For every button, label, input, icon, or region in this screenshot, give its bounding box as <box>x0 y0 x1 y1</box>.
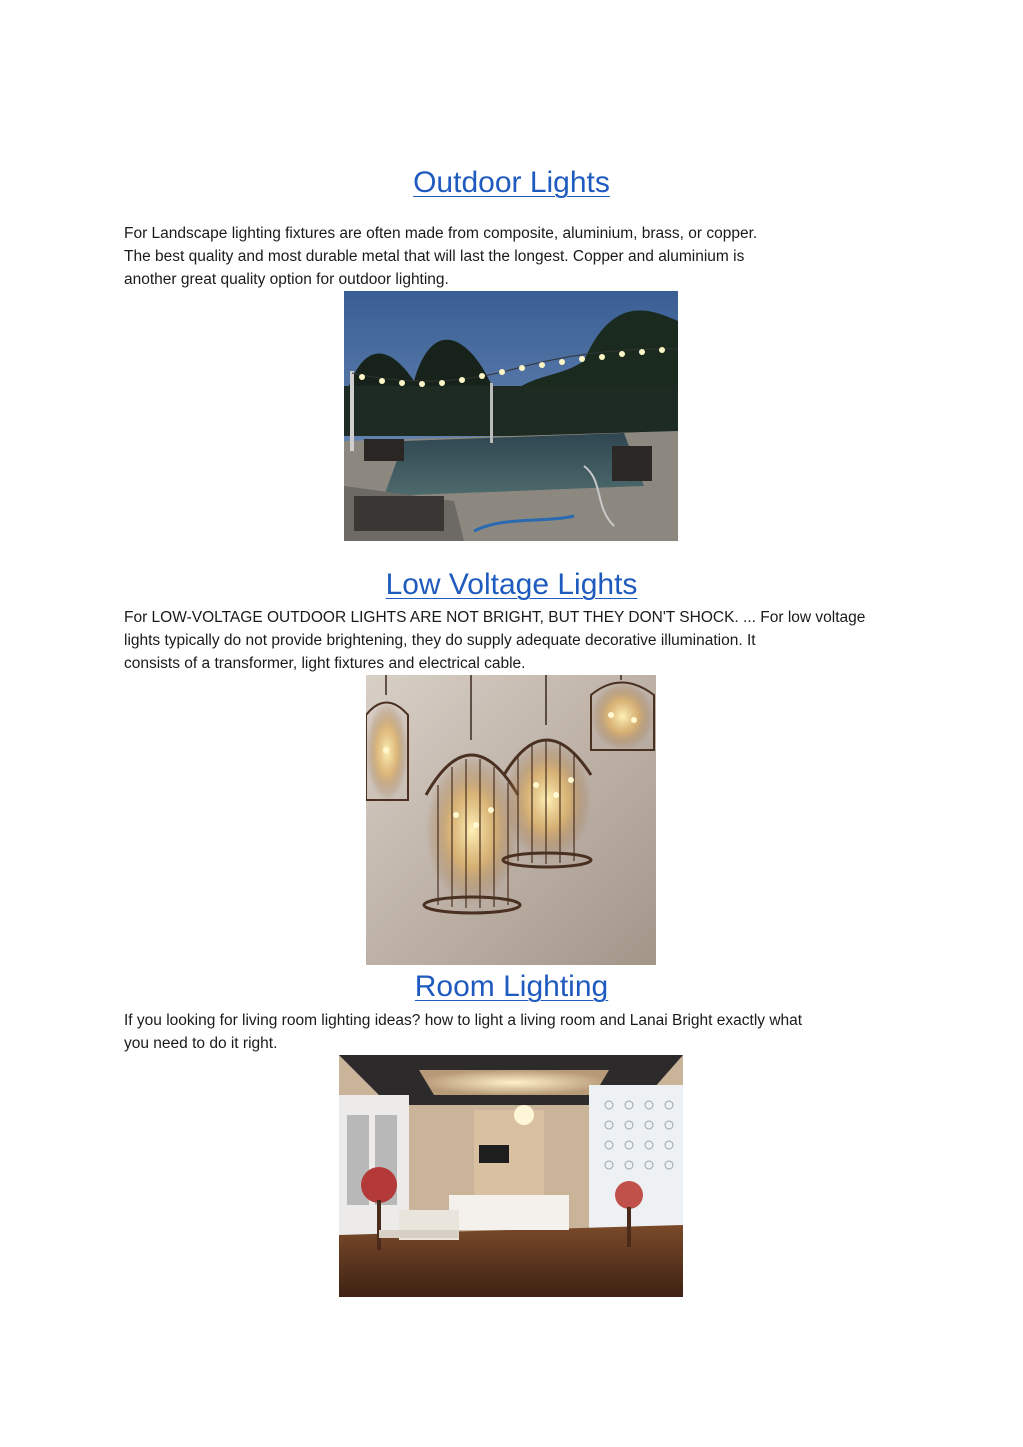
text-line: If you looking for living room lighting ideas? how to light a living room and Lanai Bright exactly what <box>124 1012 803 1029</box>
text-line: another great quality option for outdoor lighting. <box>124 271 449 288</box>
text-line: consists of a transformer, light fixtures and electrical cable. <box>124 655 526 672</box>
outdoor-lights-text <box>124 222 899 291</box>
text-line: you need to do it right. <box>124 1035 278 1052</box>
text-line: The best quality and most durable metal that will last the longest. Copper and aluminium is <box>124 248 745 265</box>
outdoor-pool-string-lights-photo <box>344 291 678 541</box>
living-room-lighting-photo <box>339 1055 683 1297</box>
birdcage-chandelier-photo <box>366 675 656 965</box>
outdoor-lights-heading[interactable]: Outdoor Lights <box>413 166 610 199</box>
room-lighting-text <box>124 1009 899 1055</box>
low-voltage-lights-text <box>124 606 899 675</box>
low-voltage-lights-heading[interactable]: Low Voltage Lights <box>385 568 638 601</box>
text-line: lights typically do not provide brightening, they do supply adequate decorative illumination. It <box>124 632 756 649</box>
text-line: For Landscape lighting fixtures are often made from composite, aluminium, brass, or copper. <box>124 225 758 242</box>
room-lighting-heading[interactable]: Room Lighting <box>414 970 609 1003</box>
text-line: For LOW-VOLTAGE OUTDOOR LIGHTS ARE NOT BRIGHT, BUT THEY DON'T SHOCK. ... For low voltage <box>124 609 866 626</box>
